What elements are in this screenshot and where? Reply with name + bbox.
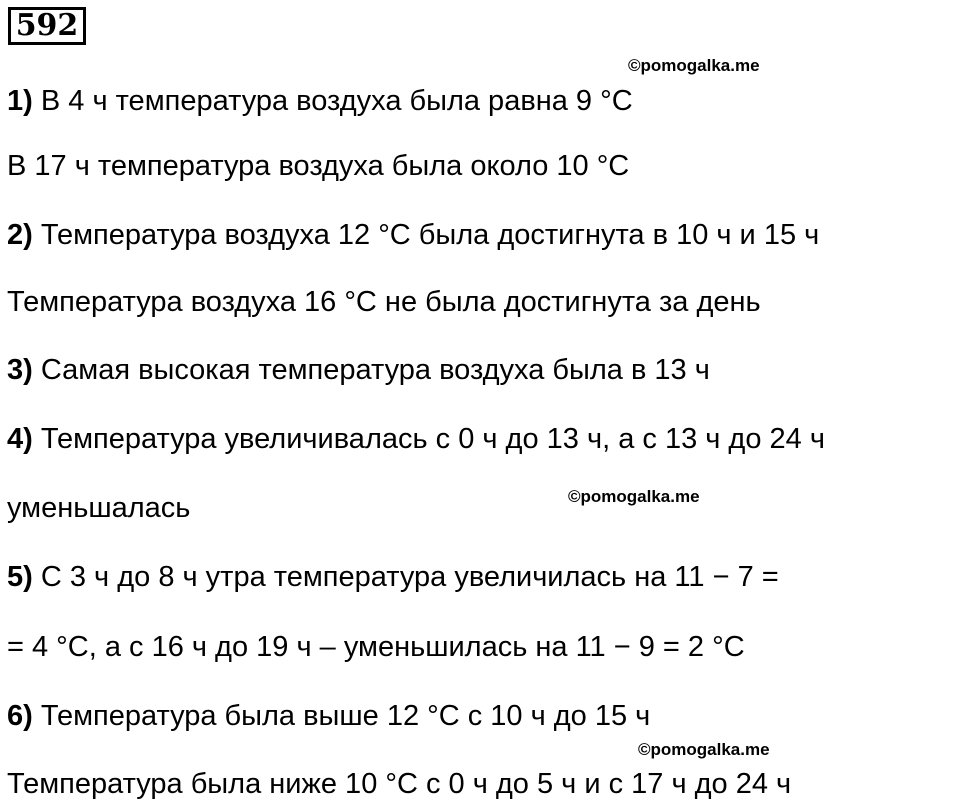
answer-line-9 (7, 633, 745, 662)
item-number-10: 6) (7, 700, 33, 732)
answer-text-7: уменьшалась (7, 492, 191, 524)
answer-line-5 (7, 356, 710, 385)
answer-text-6: Температура увеличивалась с 0 ч до 13 ч, а с 13 ч до 24 ч (32, 423, 825, 455)
problem-number-box (8, 7, 86, 45)
item-number-8: 5) (7, 561, 33, 593)
watermark-middle: ©pomogalka.me (568, 487, 700, 506)
answer-line-1 (7, 87, 633, 116)
answer-line-4 (7, 288, 761, 317)
answer-text-3: Температура воздуха 12 °С была достигнута в 10 ч и 15 ч (32, 219, 820, 251)
answer-text-8: С 3 ч до 8 ч утра температура увеличилась на 11 − 7 = (32, 561, 779, 593)
answer-text-4: Температура воздуха 16 °С не была достигнута за день (7, 286, 761, 318)
item-number-6: 4) (7, 423, 33, 455)
item-number-1: 1) (7, 85, 33, 117)
answer-line-8 (7, 563, 779, 592)
answer-text-9: = 4 °С, а с 16 ч до 19 ч – уменьшилась на 11 − 9 = 2 °С (7, 631, 745, 663)
answer-text-5: Самая высокая температура воздуха была в 13 ч (32, 354, 710, 386)
answer-line-2 (7, 152, 629, 181)
problem-number: 592 (15, 8, 79, 43)
answer-line-7 (7, 494, 190, 523)
answer-text-2: В 17 ч температура воздуха была около 10 °С (7, 150, 630, 182)
answer-text-11: Температура была ниже 10 °С с 0 ч до 5 ч и с 17 ч до 24 ч (7, 768, 792, 800)
watermark-top: ©pomogalka.me (628, 56, 760, 75)
answer-text-1: В 4 ч температура воздуха была равна 9 °С (32, 85, 633, 117)
answer-line-3 (7, 221, 819, 250)
item-number-5: 3) (7, 354, 33, 386)
answer-line-11 (7, 770, 791, 799)
answer-line-6 (7, 425, 825, 454)
answer-text-10: Температура была выше 12 °С с 10 ч до 15 ч (32, 700, 651, 732)
watermark-bottom: ©pomogalka.me (638, 740, 770, 759)
item-number-3: 2) (7, 219, 33, 251)
answer-line-10 (7, 702, 650, 731)
